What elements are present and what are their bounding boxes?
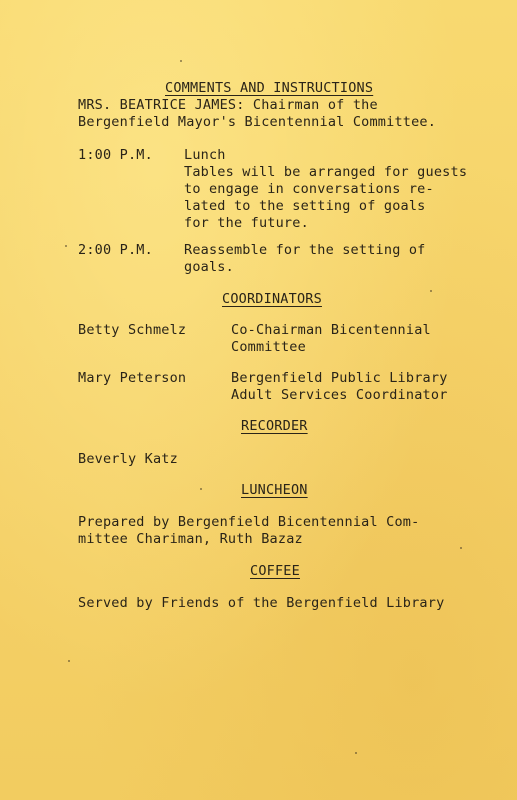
schedule-2-line-2: goals. xyxy=(184,259,234,275)
schedule-time-1: 1:00 P.M. xyxy=(78,147,153,163)
section-heading-comments: COMMENTS AND INSTRUCTIONS xyxy=(165,80,374,96)
schedule-1-line-1: Lunch xyxy=(184,147,226,163)
paper-speck xyxy=(68,660,70,662)
schedule-1-line-5: for the future. xyxy=(184,215,309,231)
section-heading-coffee: COFFEE xyxy=(250,563,300,579)
paper-speck xyxy=(430,290,432,292)
schedule-time-2: 2:00 P.M. xyxy=(78,242,153,258)
coffee-line-1: Served by Friends of the Bergenfield Library xyxy=(78,595,445,611)
schedule-1-line-4: lated to the setting of goals xyxy=(184,198,426,214)
paper-speck xyxy=(355,752,357,754)
paper-speck xyxy=(200,488,202,490)
coordinator-role-1-line-2: Committee xyxy=(231,339,306,355)
coordinator-name-2: Mary Peterson xyxy=(78,370,187,386)
paper-speck xyxy=(460,547,462,549)
luncheon-line-1: Prepared by Bergenfield Bicentennial Com- xyxy=(78,514,420,530)
section-heading-coordinators: COORDINATORS xyxy=(222,291,322,307)
paper-speck xyxy=(65,245,67,247)
luncheon-line-2: mittee Chariman, Ruth Bazaz xyxy=(78,531,303,547)
intro-line-2: Bergenfield Mayor's Bicentennial Committee. xyxy=(78,114,437,130)
coordinator-role-2-line-2: Adult Services Coordinator xyxy=(231,387,448,403)
coordinator-role-1-line-1: Co-Chairman Bicentennial xyxy=(231,322,431,338)
coordinator-name-1: Betty Schmelz xyxy=(78,322,187,338)
schedule-1-line-3: to engage in conversations re- xyxy=(184,181,434,197)
section-heading-recorder: RECORDER xyxy=(241,418,308,434)
schedule-2-line-1: Reassemble for the setting of xyxy=(184,242,426,258)
recorder-name: Beverly Katz xyxy=(78,451,178,467)
schedule-1-line-2: Tables will be arranged for guests xyxy=(184,164,468,180)
paper-speck xyxy=(180,60,182,62)
coordinator-role-2-line-1: Bergenfield Public Library xyxy=(231,370,448,386)
section-heading-luncheon: LUNCHEON xyxy=(241,482,308,498)
intro-line-1: MRS. BEATRICE JAMES: Chairman of the xyxy=(78,97,378,113)
